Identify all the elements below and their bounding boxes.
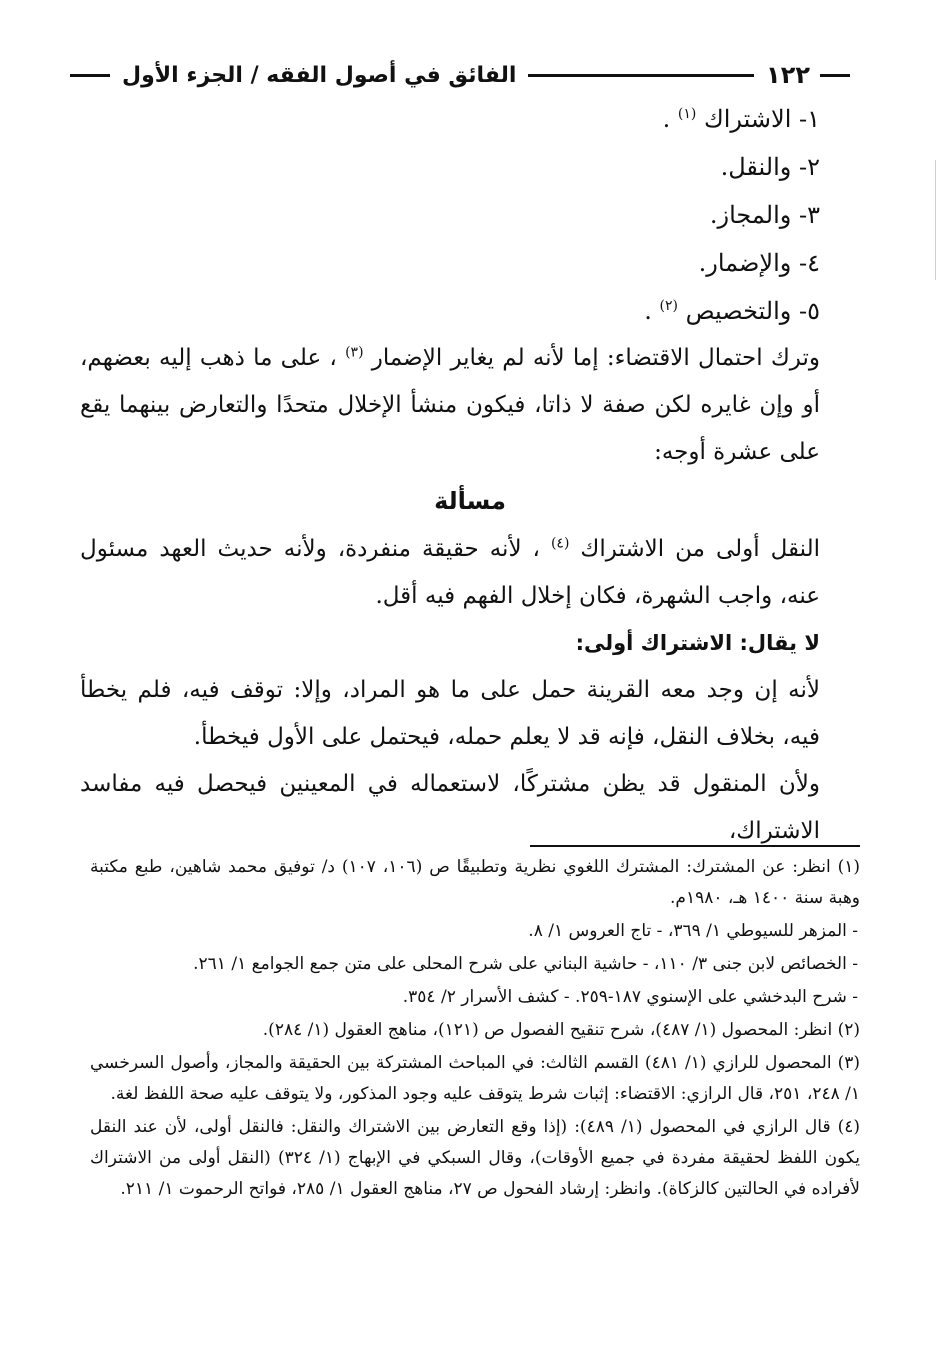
footnote-ref: (٣) xyxy=(345,344,364,361)
main-text xyxy=(80,95,820,335)
paragraph-options: وترك احتمال الاقتضاء: إما لأنه لم يغاير الإضمار $^{(٣)}$ ، على ما ذهب إليه بعضهم، أو وإن غايره لكن صفة لا ذاتا، فيكون منشأ الإخلال متحدًا والتعارض بينهما يقع على عشرة أوجه: xyxy=(80,344,820,465)
footnote-separator xyxy=(530,845,860,847)
footnote-4: (٤) قال الرازي في المحصول (١/ ٤٨٩): (إذا وقع التعارض بين الاشتراك والنقل: فالنقل أولى، لأن عند النقل يكون اللفظ لحقيقة مفردة في جميع الأوقات)، وقال السبكي في الإبهاج (١/ ٣٢٤) (النقل أولى من الاشتراك لأفراده في الحالتين كالزكاة). وانظر: إرشاد الفحول ص ٢٧، مناهج العقول ١/ ٢٨٥، فواتح الرحموت ١/ ٢١١. xyxy=(90,1117,861,1199)
footnote-2: (٢) انظر: المحصول (١/ ٤٨٧)، شرح تنقيح الفصول ص (١٢١)، مناهج العقول (١/ ٢٨٤). xyxy=(262,1020,860,1040)
section-heading: مسألة xyxy=(434,487,506,515)
header-rule-left xyxy=(70,74,110,77)
paragraph-reason-2: ولأن المنقول قد يظن مشتركًا، لاستعماله في المعينين فيحصل فيه مفاسد الاشتراك، xyxy=(80,771,820,844)
running-title: الفائق في أصول الفقه / الجزء الأول xyxy=(122,62,517,88)
scan-margin-mark xyxy=(935,160,936,280)
footnotes xyxy=(90,852,860,1207)
footnote-ref: (٢) xyxy=(659,298,678,314)
list-item: ٥- والتخصيص $^{(٢)}$ . xyxy=(644,297,820,325)
body-paragraphs xyxy=(80,335,820,855)
footnote-ref: (١) xyxy=(677,106,697,122)
footnote-3: (٣) المحصول للرازي (١/ ٤٨١) القسم الثالث: في المباحث المشتركة بين الحقيقة والمجاز، وأصول السرخسي ١/ ٢٤٨، ٢٥١، قال الرازي: الاقتضاء: إثبات شرط يتوقف عليه وجود المذكور، ولا يتوقف عليه صحة اللفظ لغة. xyxy=(90,1053,861,1104)
list-item: ٤- والإضمار. xyxy=(698,249,820,277)
paragraph-issue: النقل أولى من الاشتراك $^{(٤)}$ ، لأنه حقيقة منفردة، ولأنه حديث العهد مسئول عنه، واجب الشهرة، فكان إخلال الفهم فيه أقل. xyxy=(80,535,820,609)
page-number: ١٢٢ xyxy=(766,61,810,89)
header-rule-right xyxy=(820,74,850,77)
footnote-1-ref-c: - شرح البدخشي على الإسنوي ١٨٧-٢٥٩. - كشف الأسرار ٢/ ٣٥٤. xyxy=(402,987,858,1007)
list-item: ٣- والمجاز. xyxy=(709,201,820,229)
footnote-1-ref-a: - المزهر للسيوطي ١/ ٣٦٩، - تاج العروس ١/ ٨. xyxy=(528,921,858,941)
objection-heading: لا يقال: الاشتراك أولى: xyxy=(575,631,820,655)
footnote-1-ref-b: - الخصائص لابن جنى ٣/ ١١٠، - حاشية البناني على شرح المحلى على متن جمع الجوامع ١/ ٢٦١. xyxy=(193,954,858,974)
paragraph-reason-1: لأنه إن وجد معه القرينة حمل على ما هو المراد، وإلا: توقف فيه، فلم يخطأ فيه، بخلاف النقل، فإنه قد لا يعلم حمله، فيحتمل على الأول فيخطأ. xyxy=(80,677,820,750)
footnote-1: (١) انظر: عن المشترك: المشترك اللغوي نظرية وتطبيقًا ص (١٠٦، ١٠٧) د/ توفيق محمد شاهين، طبع مكتبة وهبة سنة ١٤٠٠ هـ، ١٩٨٠م. xyxy=(90,857,861,908)
footnote-ref: (٤) xyxy=(550,535,570,552)
list-item: ١- الاشتراك $^{(١)}$ . xyxy=(662,105,820,133)
header-rule-middle xyxy=(528,74,754,77)
list-item: ٢- والنقل. xyxy=(720,153,820,181)
running-header xyxy=(70,50,850,100)
